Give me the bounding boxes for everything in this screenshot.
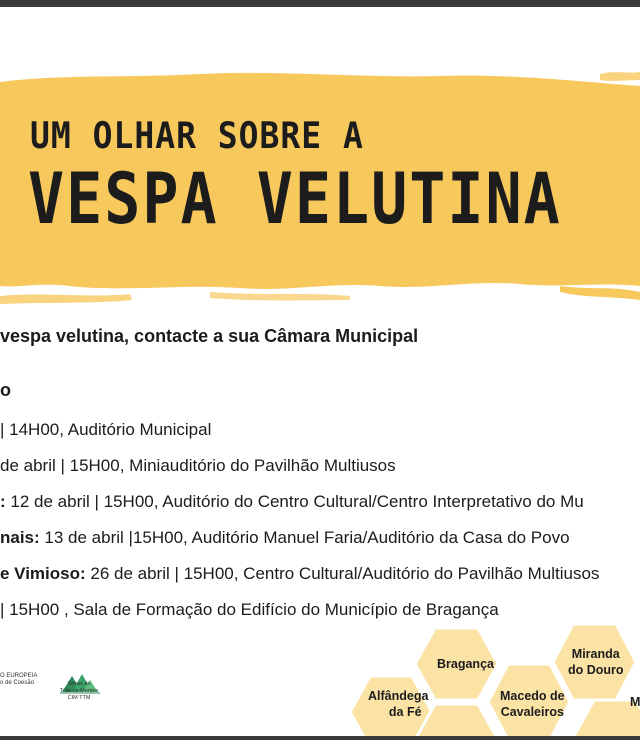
session-location: : — [0, 492, 6, 511]
session-location: nais: — [0, 528, 40, 547]
section-heading: o — [0, 380, 11, 400]
session-item — [0, 420, 211, 440]
session-item — [0, 492, 584, 512]
session-details: 26 de abril | 15H00, Centro Cultural/Auditório do Pavilhão Multiusos — [85, 564, 600, 583]
session-location: e Vimioso: — [0, 564, 86, 583]
contact-notice: vespa velutina, contacte a sua Câmara Municipal — [0, 326, 419, 346]
sponsor-logos — [0, 655, 120, 715]
hex-label-macedo: Macedo de Cavaleiros — [500, 689, 565, 719]
session-item — [0, 564, 599, 584]
session-details: 13 de abril |15H00, Auditório Manuel Faria/Auditório da Casa do Povo — [39, 528, 570, 547]
hexagon-grid — [340, 620, 640, 740]
session-details: | 15H00 , Sala de Formação do Edifício do Município de Bragança — [0, 600, 499, 619]
bottom-border — [0, 736, 640, 740]
title-line-1: UM OLHAR SOBRE A — [30, 114, 364, 157]
session-details: | 14H00, Auditório Municipal — [0, 420, 212, 439]
ttm-logo-text: Terras de Trás-os-Montes CIM TTM — [59, 681, 99, 701]
session-item — [0, 600, 499, 620]
session-item — [0, 456, 396, 476]
session-details: de abril | 15H00, Miniauditório do Pavilhão Multiusos — [0, 456, 396, 475]
hex-label-miranda: Miranda do Douro — [568, 647, 624, 677]
eu-logo-text: O EUROPEIA o de Coesão — [0, 673, 38, 686]
hex-label-braganca: Bragança — [437, 657, 494, 671]
hex-label-partial: M — [630, 695, 640, 709]
session-details: 12 de abril | 15H00, Auditório do Centro Cultural/Centro Interpretativo do Mu — [5, 492, 584, 511]
municipality-hexagons — [340, 620, 640, 740]
hex-label-alfandega: Alfândega da Fé — [368, 689, 429, 719]
session-item — [0, 528, 570, 548]
top-border — [0, 0, 640, 7]
title-line-2: VESPA VELUTINA — [28, 158, 562, 241]
